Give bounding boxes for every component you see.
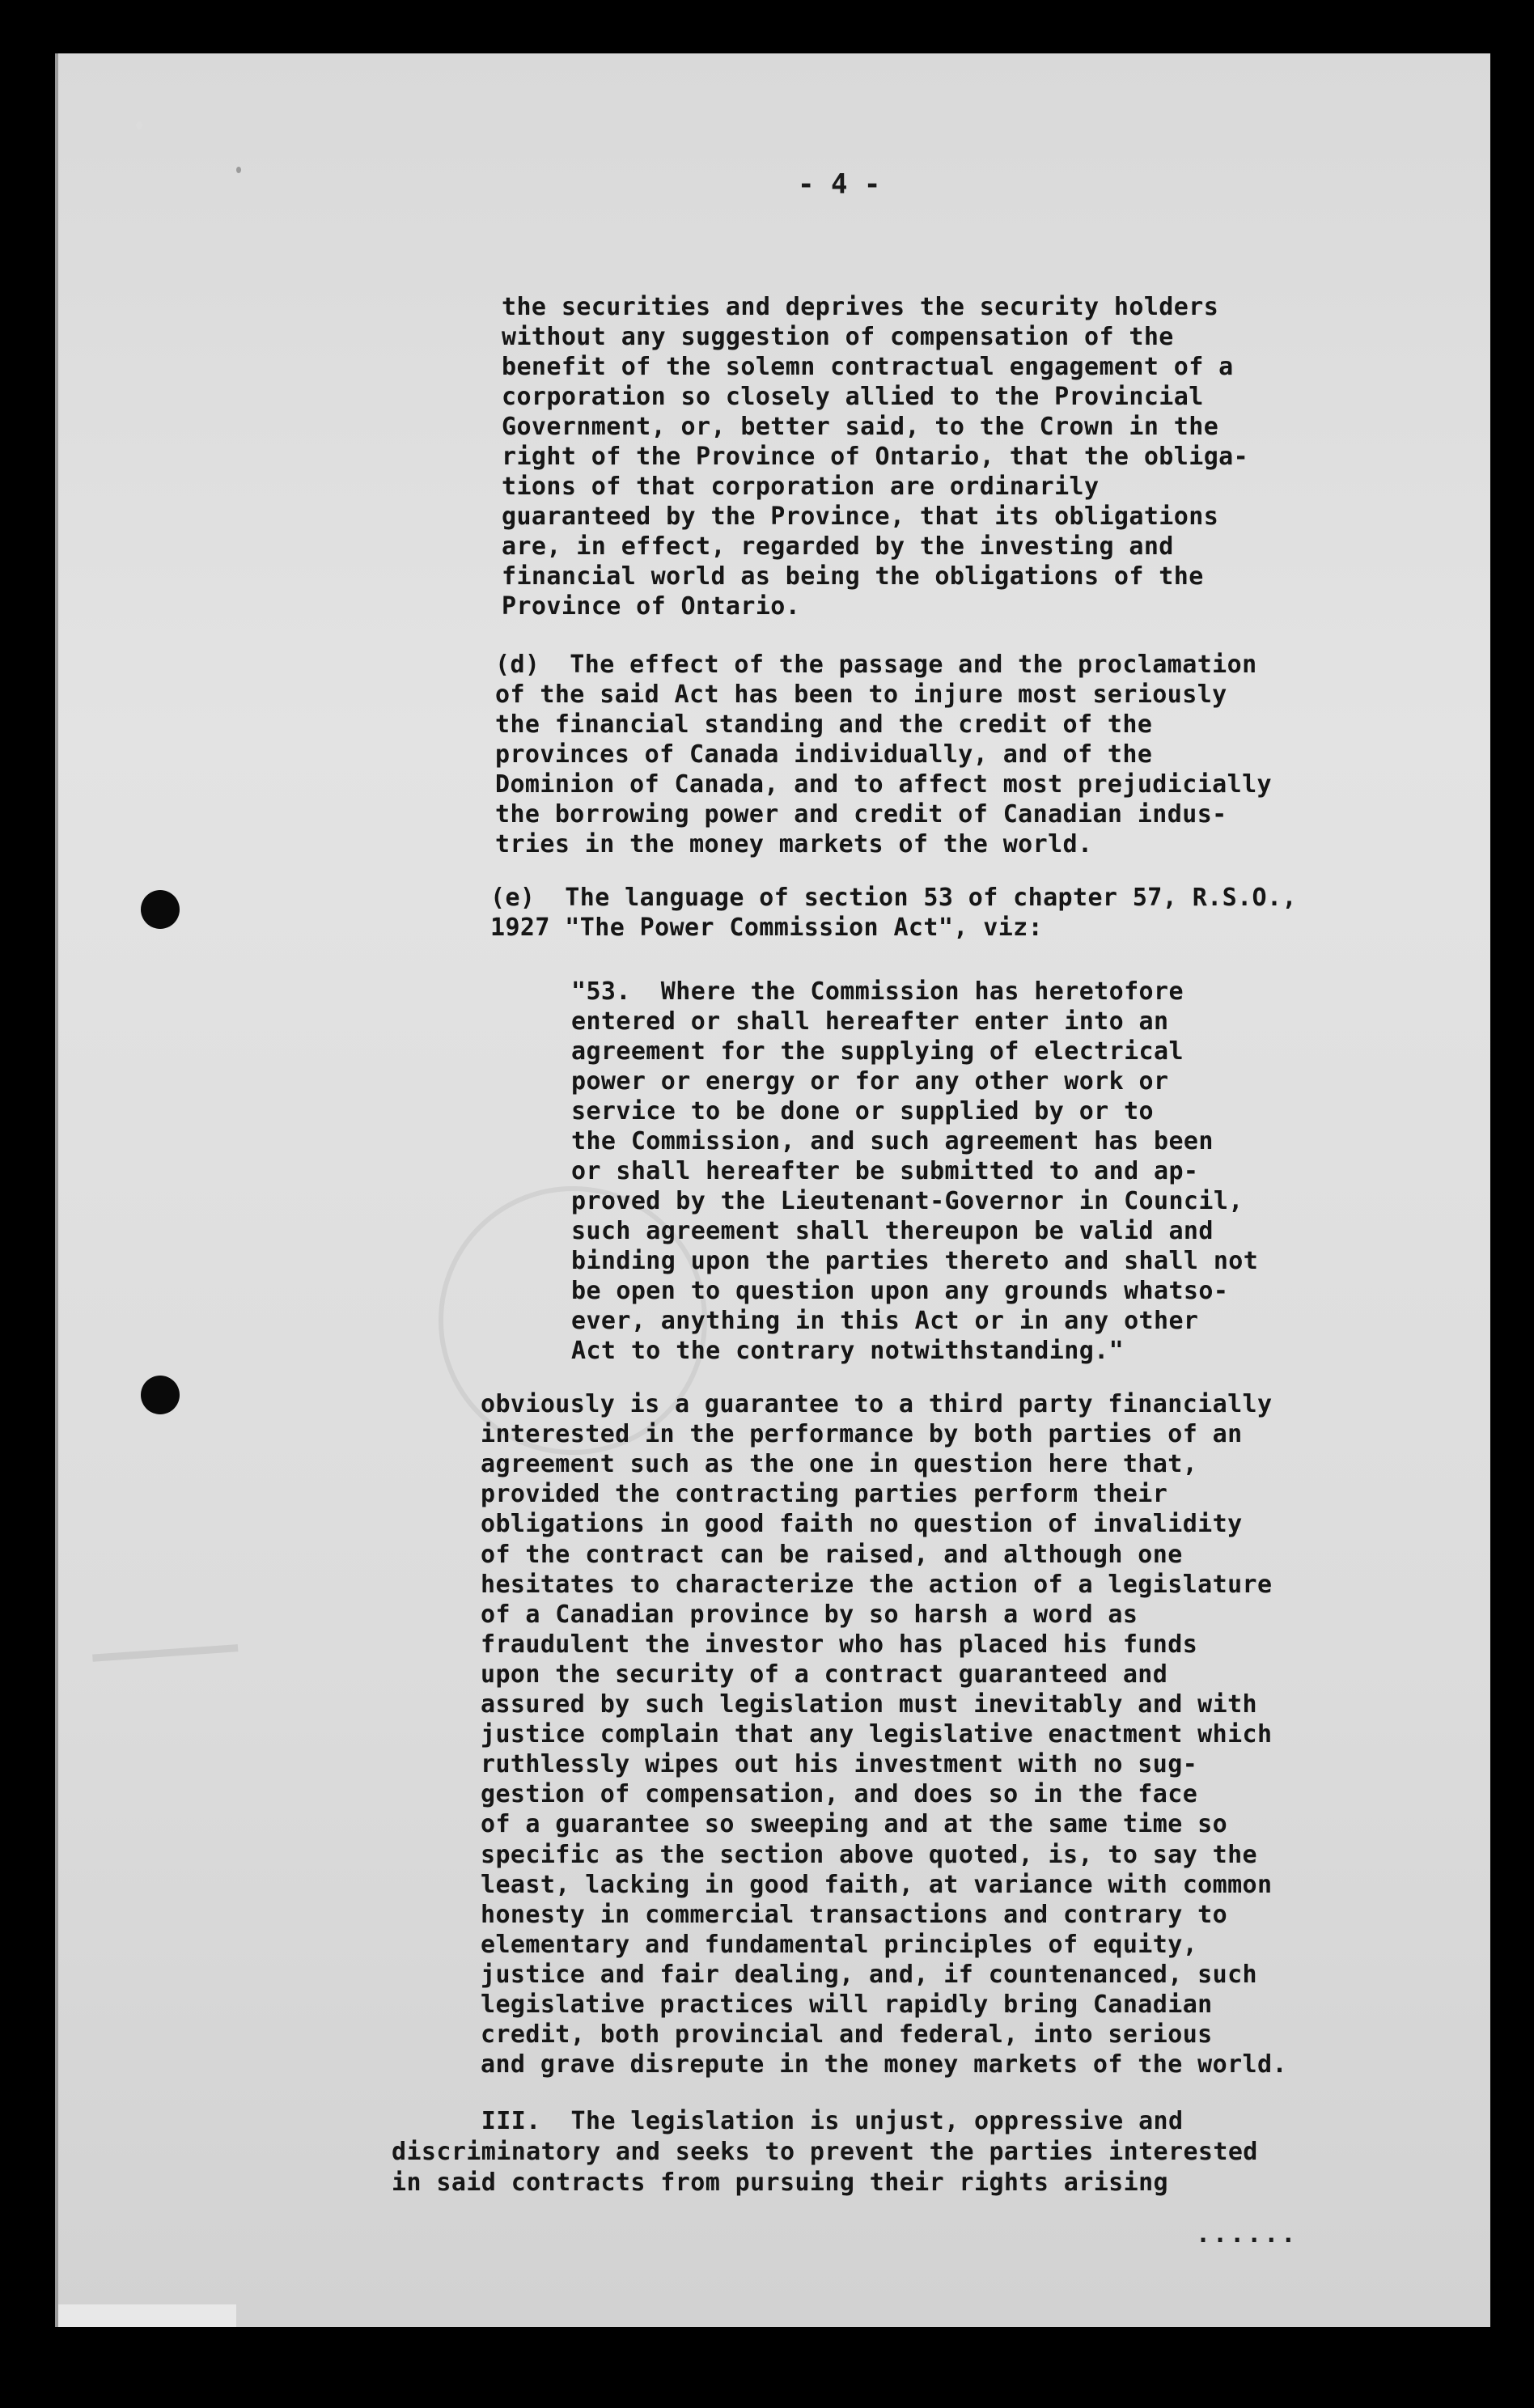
paragraph-clause-d-line: tries in the money markets of the world. — [495, 830, 1093, 858]
paragraph-quoted-section-53-line: service to be done or supplied by or to — [571, 1097, 1154, 1126]
paragraph-clause-d-line: the borrowing power and credit of Canadian indus- — [495, 800, 1227, 829]
paragraph-obviously-line: upon the security of a contract guaranteed and — [481, 1660, 1168, 1689]
paragraph-continued-line: benefit of the solemn contractual engagement of a — [502, 353, 1234, 381]
paragraph-quoted-section-53-line: agreement for the supplying of electrical — [571, 1037, 1184, 1066]
paragraph-obviously-line: justice complain that any legislative enactment which — [481, 1720, 1273, 1749]
faint-handwriting-mark: ⸺ — [86, 1588, 252, 1703]
paragraph-clause-d-line: (d) The effect of the passage and the proclamation — [495, 651, 1257, 679]
continuation-marker: ...... — [1196, 2220, 1299, 2249]
paragraph-obviously-line: of the contract can be raised, and although one — [481, 1540, 1183, 1569]
paragraph-quoted-section-53-line: the Commission, and such agreement has been — [571, 1127, 1214, 1155]
paragraph-clause-d-line: Dominion of Canada, and to affect most prejudicially — [495, 770, 1272, 799]
paragraph-section-III-line: III. The legislation is unjust, oppressive and — [392, 2107, 1184, 2135]
paragraph-continued-line: without any suggestion of compensation of the — [502, 323, 1174, 351]
paragraph-obviously-line: honesty in commercial transactions and contrary to — [481, 1900, 1228, 1929]
punch-hole-top — [141, 890, 180, 929]
paragraph-clause-d-line: provinces of Canada individually, and of the — [495, 740, 1153, 769]
paragraph-quoted-section-53-line: binding upon the parties thereto and shall not — [571, 1247, 1259, 1275]
paragraph-quoted-section-53-line: power or energy or for any other work or — [571, 1067, 1169, 1096]
paragraph-obviously-line: assured by such legislation must inevitably and with — [481, 1690, 1257, 1719]
paragraph-obviously-line: fraudulent the investor who has placed his funds — [481, 1630, 1198, 1659]
paragraph-clause-e-line: 1927 "The Power Commission Act", viz: — [490, 914, 1044, 942]
paragraph-obviously-line: least, lacking in good faith, at variance with common — [481, 1870, 1273, 1899]
paragraph-obviously-line: agreement such as the one in question here that, — [481, 1450, 1198, 1479]
paragraph-obviously-line: and grave disrepute in the money markets of the world. — [481, 2050, 1287, 2079]
paragraph-obviously-line: gestion of compensation, and does so in the face — [481, 1780, 1198, 1809]
paragraph-continued-line: the securities and deprives the security holders — [502, 293, 1219, 321]
paragraph-obviously-line: elementary and fundamental principles of equity, — [481, 1930, 1198, 1959]
paragraph-obviously-line: obviously is a guarantee to a third party financially — [481, 1390, 1273, 1418]
paragraph-quoted-section-53-line: ever, anything in this Act or in any other — [571, 1307, 1199, 1335]
paragraph-quoted-section-53-line: be open to question upon any grounds whatso- — [571, 1277, 1229, 1305]
paragraph-clause-d-line: the financial standing and the credit of the — [495, 710, 1153, 739]
paragraph-continued-line: right of the Province of Ontario, that the obliga- — [502, 443, 1249, 471]
punch-hole-bottom — [141, 1376, 180, 1414]
scan-speck — [236, 167, 241, 173]
paragraph-section-III-line: in said contracts from pursuing their rights arising — [392, 2168, 1168, 2197]
paragraph-continued-line: corporation so closely allied to the Provincial — [502, 383, 1204, 411]
paragraph-quoted-section-53-line: proved by the Lieutenant-Governor in Council, — [571, 1187, 1244, 1215]
paragraph-obviously-line: justice and fair dealing, and, if countenanced, such — [481, 1960, 1257, 1989]
paragraph-obviously-line: ruthlessly wipes out his investment with no sug- — [481, 1750, 1198, 1779]
page-number: - 4 - — [798, 168, 881, 201]
paragraph-obviously-line: legislative practices will rapidly bring Canadian — [481, 1990, 1213, 2019]
paragraph-obviously-line: of a guarantee so sweeping and at the same time so — [481, 1810, 1228, 1839]
paragraph-continued-line: Government, or, better said, to the Crown in the — [502, 413, 1219, 441]
paragraph-continued-line: guaranteed by the Province, that its obligations — [502, 502, 1219, 531]
paragraph-obviously-line: credit, both provincial and federal, into serious — [481, 2020, 1213, 2050]
paragraph-obviously-line: specific as the section above quoted, is, to say the — [481, 1840, 1257, 1869]
paragraph-continued-line: Province of Ontario. — [502, 592, 801, 621]
paragraph-clause-d-line: of the said Act has been to injure most seriously — [495, 680, 1227, 709]
scan-speck — [136, 121, 142, 129]
paragraph-obviously-line: interested in the performance by both parties of an — [481, 1420, 1243, 1449]
paragraph-obviously-line: provided the contracting parties perform their — [481, 1480, 1168, 1509]
paragraph-quoted-section-53-line: "53. Where the Commission has heretofore — [571, 977, 1184, 1006]
paragraph-section-III-line: discriminatory and seeks to prevent the parties interested — [392, 2138, 1258, 2166]
paragraph-clause-e-line: (e) The language of section 53 of chapter 57, R.S.O., — [490, 884, 1297, 912]
paragraph-obviously-line: of a Canadian province by so harsh a word as — [481, 1600, 1138, 1629]
page-corner-label — [58, 2304, 236, 2327]
paragraph-quoted-section-53-line: such agreement shall thereupon be valid and — [571, 1217, 1214, 1245]
paragraph-quoted-section-53-line: entered or shall hereafter enter into an — [571, 1007, 1169, 1036]
paragraph-continued-line: are, in effect, regarded by the investing and — [502, 532, 1174, 561]
paragraph-continued-line: financial world as being the obligations of the — [502, 562, 1204, 591]
paragraph-obviously-line: hesitates to characterize the action of a legislature — [481, 1570, 1273, 1599]
paragraph-continued-line: tions of that corporation are ordinarily — [502, 473, 1100, 501]
paragraph-quoted-section-53-line: Act to the contrary notwithstanding." — [571, 1337, 1125, 1365]
paragraph-quoted-section-53-line: or shall hereafter be submitted to and ap- — [571, 1157, 1199, 1185]
paragraph-obviously-line: obligations in good faith no question of invalidity — [481, 1510, 1243, 1539]
